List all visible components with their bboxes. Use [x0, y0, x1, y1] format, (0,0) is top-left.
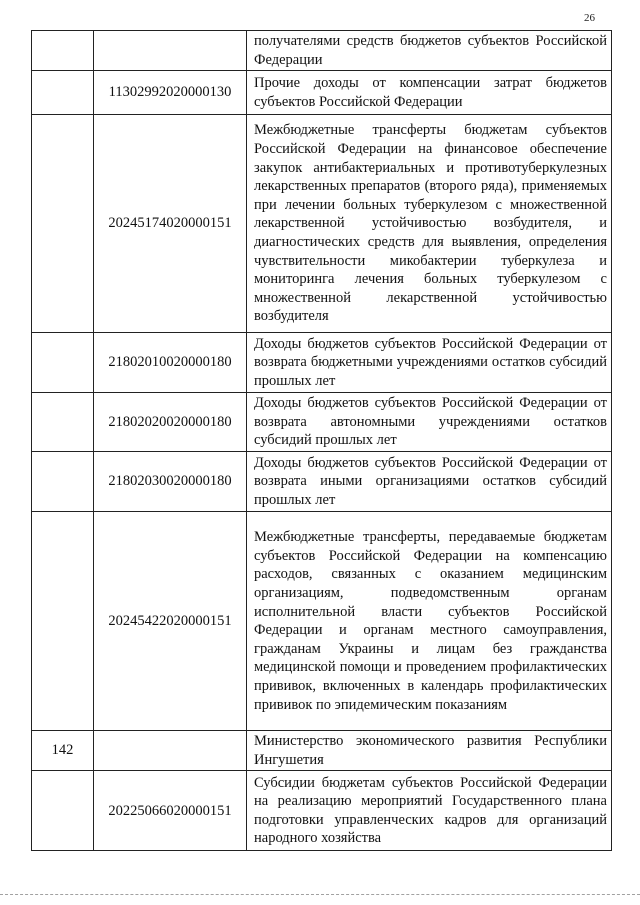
description-text: Доходы бюджетов субъектов Российской Федерации от возврата иными организациями остатков субсидий прошлых лет [254, 454, 607, 508]
table-row [32, 512, 612, 731]
admin-code-cell [32, 393, 94, 452]
table-row [32, 115, 612, 333]
description-cell [247, 115, 612, 333]
description-cell [247, 393, 612, 452]
admin-code-cell [32, 512, 94, 731]
admin-code-cell [32, 452, 94, 512]
description-cell [247, 731, 612, 771]
table-row [32, 333, 612, 393]
description-cell [247, 452, 612, 512]
budget-code-cell: 20245422020000151 [94, 512, 247, 731]
budget-code-cell: 20225066020000151 [94, 771, 247, 851]
table-row [32, 731, 612, 771]
description-text: Межбюджетные трансферты, передаваемые бюджетам субъектов Российской Федерации на компенсацию расходов, связанных с оказанием медицинским организациям, подведомственным органам исполнительной власти субъектов Российской Федерации и органам местного самоуправления, гражданам Украины и лицам без гражданства медицинской помощи и проведением профилактических прививок, включенных в календарь профилактических прививок по эпидемическим показаниям [254, 529, 607, 713]
description-cell [247, 71, 612, 115]
budget-code-cell: 21802020020000180 [94, 393, 247, 452]
budget-code-cell: 11302992020000130 [94, 71, 247, 115]
scan-edge-line [0, 894, 640, 895]
description-text: Субсидии бюджетам субъектов Российской Федерации на реализацию мероприятий Государственного плана подготовки управленческих кадров для организаций народного хозяйства [254, 774, 607, 847]
table-row [32, 393, 612, 452]
description-text: Доходы бюджетов субъектов Российской Федерации от возврата бюджетными учреждениями остатков субсидий прошлых лет [254, 335, 607, 389]
admin-code-cell [32, 71, 94, 115]
admin-code-cell [32, 771, 94, 851]
budget-classification-table [31, 30, 612, 851]
table-row [32, 71, 612, 115]
table-row [32, 452, 612, 512]
description-text: Прочие доходы от компенсации затрат бюджетов субъектов Российской Федерации [254, 75, 607, 110]
budget-code-cell: 21802030020000180 [94, 452, 247, 512]
description-cell [247, 512, 612, 731]
description-cell [247, 771, 612, 851]
admin-code-cell [32, 333, 94, 393]
budget-code-cell: 21802010020000180 [94, 333, 247, 393]
description-cell [247, 31, 612, 71]
admin-code-cell [32, 115, 94, 333]
budget-code-cell [94, 731, 247, 771]
description-text: получателями средств бюджетов субъектов Российской Федерации [254, 33, 607, 68]
description-text: Министерство экономического развития Республики Ингушетия [254, 733, 607, 768]
description-text: Доходы бюджетов субъектов Российской Федерации от возврата автономными учреждениями остатков субсидий прошлых лет [254, 395, 607, 449]
table-row [32, 31, 612, 71]
page-number: 26 [584, 12, 595, 24]
table-row [32, 771, 612, 851]
budget-code-cell [94, 31, 247, 71]
description-text: Межбюджетные трансферты бюджетам субъектов Российской Федерации на финансовое обеспечение закупок антибактериальных и противотуберкулезных лекарственных препаратов (второго ряда), применяемых при лечении больных туберкулезом с множественной лекарственной устойчивостью возбудителя, и диагностических средств для выявления, определения чувствительности микобактерии туберкулеза и мониторинга лечения больных туберкулезом с множественной лекарственной устойчивостью возбудителя [254, 122, 607, 325]
description-cell [247, 333, 612, 393]
budget-code-cell: 20245174020000151 [94, 115, 247, 333]
admin-code-cell [32, 31, 94, 71]
admin-code-cell: 142 [32, 731, 94, 771]
